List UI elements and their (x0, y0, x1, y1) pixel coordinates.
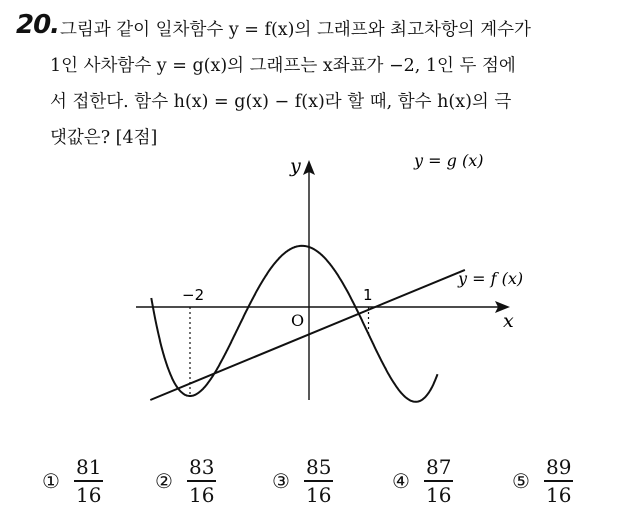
choice-3[interactable] (272, 455, 333, 507)
choice-5[interactable] (512, 455, 573, 507)
x-axis-label: x (503, 310, 514, 332)
choice-4-fraction-bar (424, 480, 453, 482)
choice-2-fraction-bar (187, 480, 216, 482)
choice-4-marker: ④ (392, 468, 410, 493)
stem-line-4: 댓값은? [4점] (50, 128, 158, 148)
choice-3-denominator: 16 (306, 482, 332, 507)
choice-3-marker: ③ (272, 468, 290, 493)
origin-label: O (291, 311, 305, 330)
choice-1-numerator: 81 (76, 455, 102, 479)
choice-5-fraction (544, 455, 573, 507)
choice-2[interactable] (155, 455, 216, 507)
f-line-label: y = f (x) (458, 269, 524, 288)
choice-3-fraction-bar (304, 480, 333, 482)
choice-4[interactable] (392, 455, 453, 507)
choice-2-marker: ② (155, 468, 173, 493)
choice-5-fraction-bar (544, 480, 573, 482)
g-curve-label: y = g (x) (414, 151, 484, 170)
tick-label-1: 1 (363, 286, 373, 304)
choice-5-marker: ⑤ (512, 468, 530, 493)
choice-3-fraction (304, 455, 333, 507)
choice-3-numerator: 85 (306, 455, 332, 479)
choice-5-numerator: 89 (546, 455, 572, 479)
choice-1[interactable] (42, 455, 103, 507)
stem-line-2: 1인 사차함수 y = g(x)의 그래프는 x좌표가 −2, 1인 두 점에 (50, 56, 516, 76)
y-axis-label: y (290, 155, 301, 177)
choice-4-denominator: 16 (426, 482, 452, 507)
choice-1-fraction-bar (74, 480, 103, 482)
problem-number: 20. (16, 10, 60, 40)
choice-5-denominator: 16 (546, 482, 572, 507)
choice-2-numerator: 83 (189, 455, 215, 479)
choice-1-denominator: 16 (76, 482, 102, 507)
choice-1-fraction (74, 455, 103, 507)
tick-label-neg2: −2 (182, 286, 205, 304)
stem-line-3: 서 접한다. 함수 h(x) = g(x) − f(x)라 할 때, 함수 h(x)의 극 (50, 92, 512, 112)
choice-2-denominator: 16 (189, 482, 215, 507)
choice-4-numerator: 87 (426, 455, 452, 479)
choice-2-fraction (187, 455, 216, 507)
choice-1-marker: ① (42, 468, 60, 493)
stem-line-1: 그림과 같이 일차함수 y = f(x)의 그래프와 최고차항의 계수가 (60, 20, 531, 40)
choice-4-fraction (424, 455, 453, 507)
answer-choices (0, 455, 641, 515)
